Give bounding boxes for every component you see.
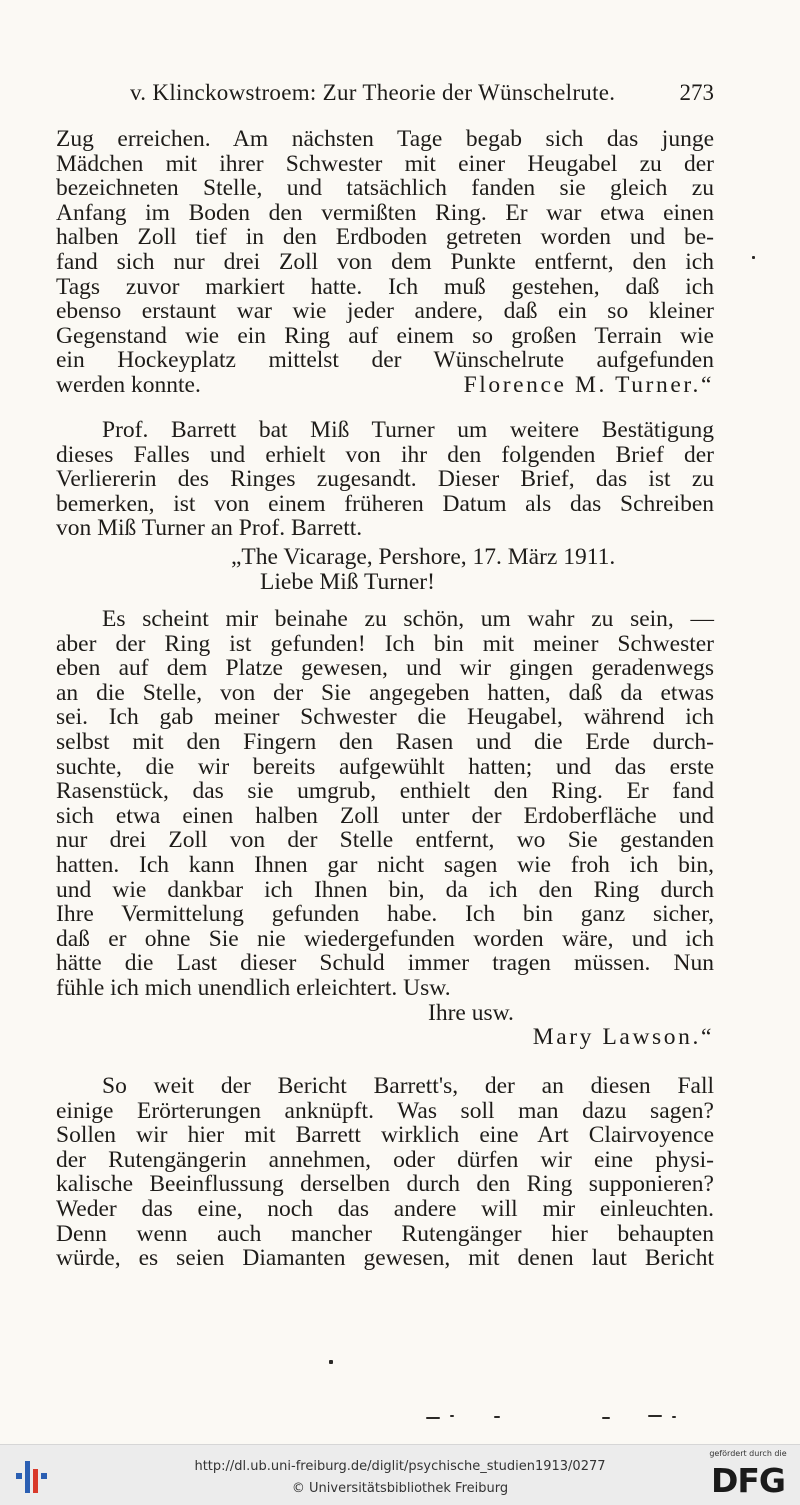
text-line: fand sich nur drei Zoll von dem Punkte entfernt, den ich [56,248,714,275]
text-line: Prof. Barrett bat Miß Turner um weitere Bestätigung [102,417,714,443]
text-line: aber der Ring ist gefunden! Ich bin mit meiner Schwester [56,630,714,657]
text-line: dieses Falles und erhielt von ihr den folgenden Brief der [56,441,714,468]
scan-speck [672,1416,676,1418]
text-line: selbst mit den Fingern den Rasen und die Erde durch- [56,728,714,755]
text-line: würde, es seien Diamanten gewesen, mit denen laut Bericht [56,1245,714,1272]
source-url[interactable]: http://dl.ub.uni-freiburg.de/diglit/psychische_studien1913/0277 [194,1459,606,1474]
text-line: von Miß Turner an Prof. Barrett. [56,515,363,542]
text-line: sei. Ich gab meiner Schwester die Heugabel, während ich [56,704,714,731]
signature-mary-lawson: Mary Lawson.“ [532,1024,714,1051]
text-line: an die Stelle, von der Sie angegeben hatten, daß da etwas [56,679,714,706]
text-line: Mädchen mit ihrer Schwester mit einer Heugabel zu der [56,150,714,177]
text-line: Rasenstück, das sie umgrub, enthielt den Ring. Er fand [56,778,714,805]
scan-speck [494,1416,500,1418]
text-line: bezeichneten Stelle, und tatsächlich fanden sie gleich zu [56,175,714,202]
text-line: Verliererin des Ringes zugesandt. Dieser Brief, das ist zu [56,466,714,493]
text-line: hätte die Last dieser Schuld immer tragen müssen. Nun [56,950,714,977]
scan-speck [648,1415,662,1417]
text-line: Ihre Vermittelung gefunden habe. Ich bin ganz sicher, [56,901,714,928]
closing-line [56,373,714,398]
letter-closing: Ihre usw. [428,999,514,1026]
scan-speck [752,256,755,259]
text-line: Zug erreichen. Am nächsten Tage begab sich das junge [56,126,714,152]
text-line: suchte, die wir bereits aufgewühlt hatten; und das erste [56,753,714,780]
text-line: eben auf dem Platze gewesen, und wir gingen geradenwegs [56,655,714,682]
footer-bar [0,1444,800,1505]
text-line: werden konnte. [56,371,201,398]
text-line: Gegenstand wie ein Ring auf einem so großen Terrain wie [56,322,714,349]
dfg-logo-text: DFG [710,1461,786,1500]
text-line: Sollen wir hier mit Barrett wirklich eine Art Clairvoyence [56,1122,714,1149]
scan-speck [426,1417,440,1419]
dfg-caption: gefördert durch die [709,1449,787,1458]
scan-speck [450,1415,454,1417]
text-line: Denn wenn auch mancher Rutengänger hier behaupten [56,1220,714,1247]
page-number: 273 [679,80,714,105]
text-line: Es scheint mir beinahe zu schön, um wahr zu sein, — [102,606,714,632]
text-line: Anfang im Boden den vermißten Ring. Er war etwa einen [56,199,714,226]
running-title: v. Klinckowstroem: Zur Theorie der Wünschelrute. [130,80,616,105]
text-line: halben Zoll tief in den Erdboden getreten worden und be- [56,224,714,251]
paragraph-discussion [56,1074,714,1271]
text-line: und wie dankbar ich Ihnen bin, da ich den Ring durch [56,876,714,903]
text-line: hatten. Ich kann Ihnen gar nicht sagen wie froh ich bin, [56,851,714,878]
paragraph-barrett-request [56,418,714,541]
letter-dateline: „The Vicarage, Pershore, 17. März 1911. [231,544,616,570]
scan-speck [329,1360,333,1364]
text-line: ein Hockeyplatz mittelst der Wünschelrute aufgefunden [56,347,714,374]
text-line: ebenso erstaunt war wie jeder andere, daß ein so kleiner [56,298,714,325]
text-line: nur drei Zoll von der Stelle entfernt, wo Sie gestanden [56,827,714,854]
letter-salutation: Liebe Miß Turner! [260,568,435,595]
page-header [130,80,714,108]
text-line: fühle ich mich unendlich erleichtert. Usw. [56,974,451,1001]
text-line: So weit der Bericht Barrett's, der an diesen Fall [102,1073,714,1099]
text-line: daß er ohne Sie nie wiedergefunden worden wäre, und ich [56,925,714,952]
scan-speck [602,1417,610,1419]
copyright-notice: © Universitätsbibliothek Freiburg [291,1481,509,1496]
text-line: bemerken, ist von einem früheren Datum als das Schreiben [56,490,714,517]
text-line: der Rutengängerin annehmen, oder dürfen wir eine physi- [56,1146,714,1173]
letter-heading [56,545,714,594]
paragraph-continuation [56,127,714,398]
text-line: Tags zuvor markiert hatte. Ich muß gestehen, daß ich [56,273,714,300]
signature-florence-turner: Florence M. Turner.“ [463,371,714,398]
letter-body [56,607,714,1050]
text-line: einige Erörterungen anknüpft. Was soll man dazu sagen? [56,1097,714,1124]
dfg-logo-icon [702,1449,794,1503]
text-line: sich etwa einen halben Zoll unter der Erdoberfläche und [56,802,714,829]
text-line: Weder das eine, noch das andere will mir einleuchten. [56,1195,714,1222]
text-line: kalische Beeinflussung derselben durch den Ring supponieren? [56,1171,714,1198]
